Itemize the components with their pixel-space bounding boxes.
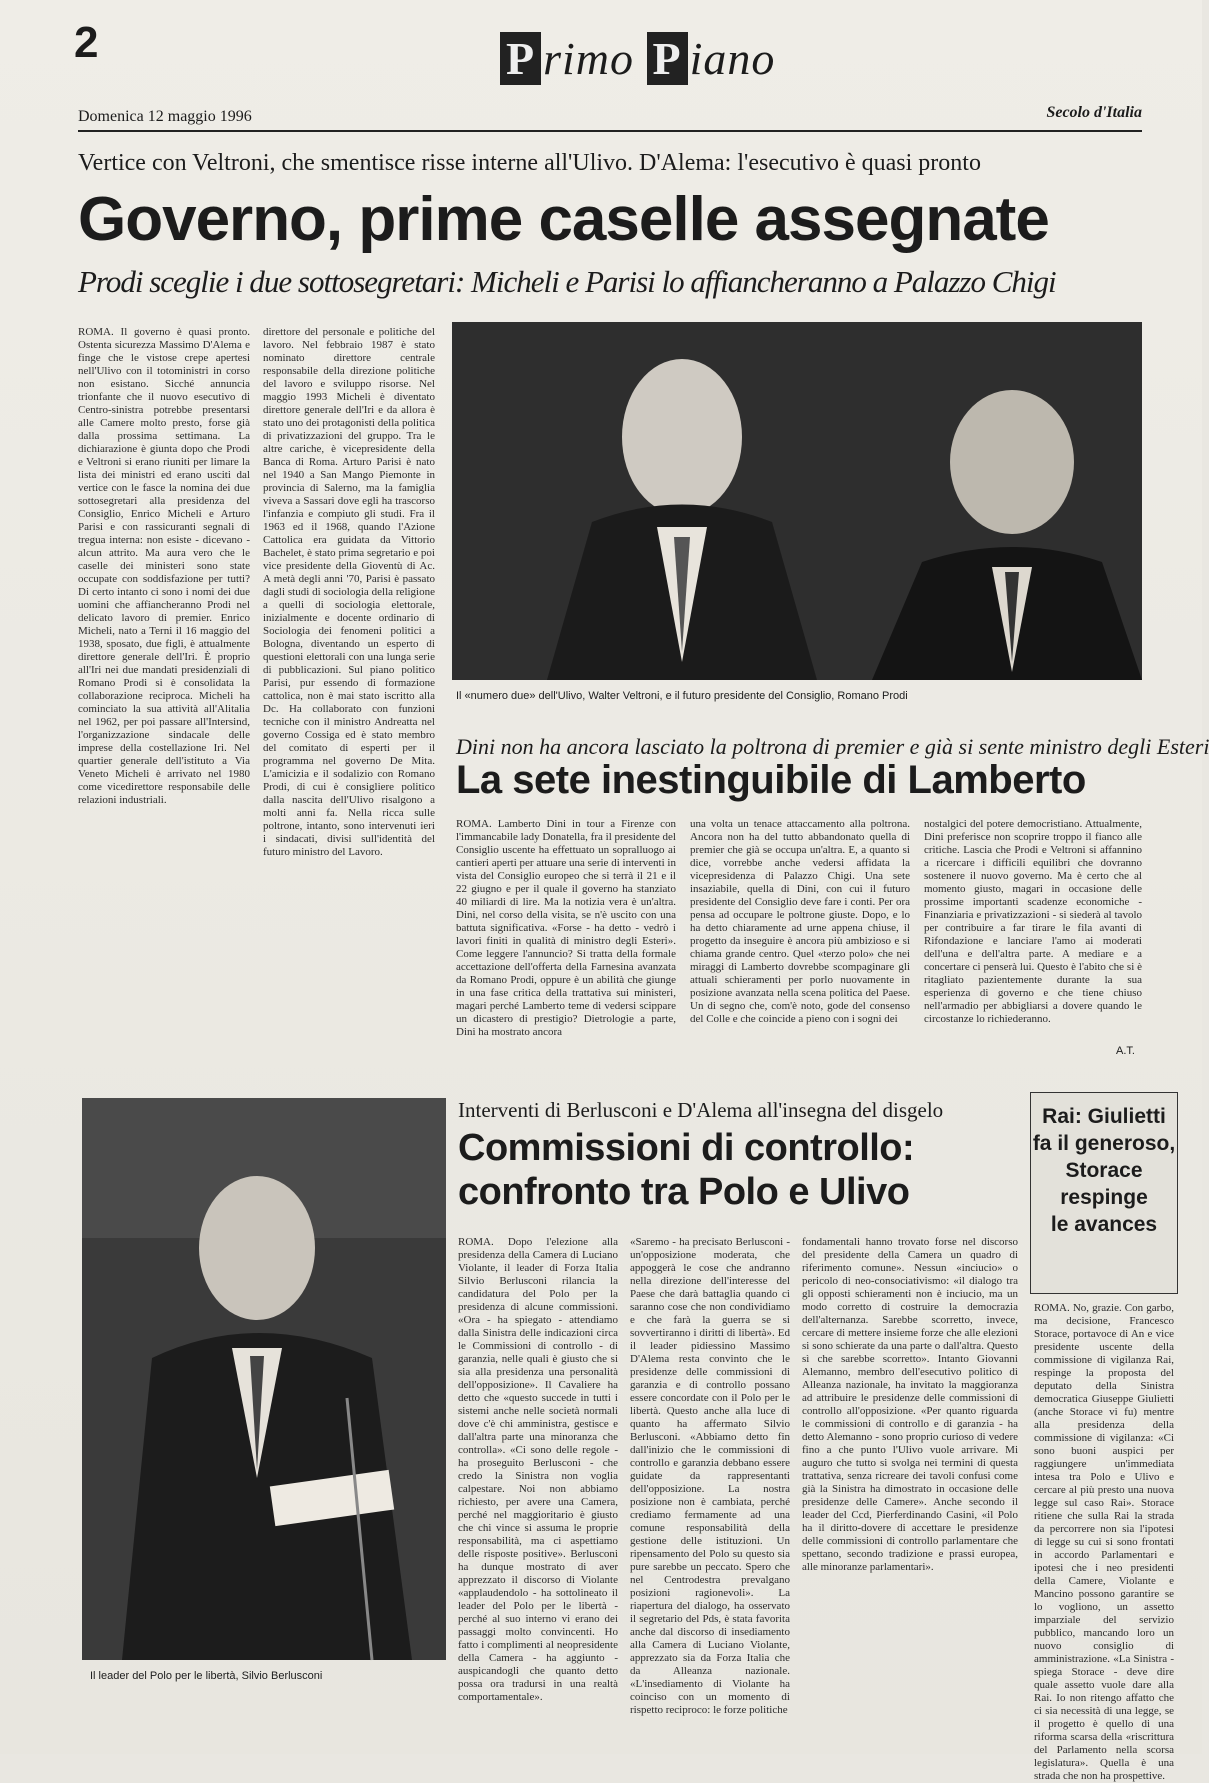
dini-signature: A.T. (1116, 1045, 1135, 1057)
rai-headline-line-2: fa il generoso, (1032, 1132, 1176, 1155)
rai-column: ROMA. No, grazie. Con garbo, ma decisione, Francesco Storace, portavoce di An e vice presidente uscente della commissione di vigilanza Rai, respinge la proposta del deputato della Sinistra democratica Giuseppe Giulietti (anche Storace vi fu) mentre alla presidenza della commissione di vigilanza: «Ci sono buoni auspici per raggiungere un'immediata intesa tra Polo e Ulivo e cercare al più presto una nuova legge sul caso Rai». Storace ritiene che sulla Rai la strada da percorrere non sia l'ipotesi di legge su cui si sono frontati in accordo Parlamentari e ipotesi che i neo presidenti della Camere, Violante e Mancino possono garantire se lo vogliono, un assetto imparziale del servizio pubblico, mancando loro un nuovo consiglio di amministrazione. «La Sinistra - spiega Storace - deve dire quale assetto vuole dare alla Rai. Io non ritengo affatto che ci sia necessità di una legge, se il progetto è quello di una riforma scarsa della «riscrittura del Parlamento nella scorsa legislatura». Quella è una strada che non ha prospettive. (1034, 1302, 1174, 1782)
commissioni-headline-line-2: confronto tra Polo e Ulivo (458, 1171, 910, 1213)
masthead: Secolo d'Italia (1046, 104, 1142, 121)
section-title-word-2: iano (689, 33, 776, 84)
commissioni-headline-line-1: Commissioni di controllo: (458, 1127, 915, 1169)
header-rule (78, 130, 1142, 132)
commissioni-column-1: ROMA. Dopo l'elezione alla presidenza della Camera di Luciano Violante, il leader di Forza Italia Silvio Berlusconi rilancia la candidatura del Polo per la presidenza di alcune commissioni. «Ora - ha spiegato - attendiamo dalla Sinistra delle indicazioni circa le Commissioni di controllo - di garanzia, nelle quali è giusto che si sia alla presidenza una personalità dell'opposizione». Il Cavaliere ha detto che «questo succede in tutti i sistemi anche nelle società normali dove c'è chi amministra, gestisce e dall'altra parte una minoranza che controlla». «Ci sono delle regole - ha proseguito Berlusconi - che credo la Sinistra non voglia calpestare. Noi non abbiamo richiesto, per avere una Camera, perché nel maggioritario è giusto che chi vince si assuma le proprie responsabilità, ma ci aspettiamo delle risposte positive». Berlusconi ha dunque mostrato di aver apprezzato il discorso di Violante «applaudendolo - ha sottolineato il leader del Polo per le libertà - perché al suo interno vi erano dei passaggi molto convincenti. Ho fatto i complimenti al neopresidente della Camera - ha aggiunto - auspicandogli che quanto detto possa ora tradursi in una realtà comportamentale». (458, 1236, 618, 1703)
berlusconi-photo-caption: Il leader del Polo per le libertà, Silvio Berlusconi (90, 1670, 323, 1682)
dini-column-3: nostalgici del potere democristiano. Attualmente, Dini preferisce non scoprire troppo il fianco alle critiche. Lascia che Prodi e Veltroni si affannino a ricercare i difficili equilibri che dovranno sostenere il nuovo governo. Ma è certo che al momento giusto, magari in occasione delle prossime importanti scadenze economiche - Finanziaria e privatizzazioni - si siederà al tavolo per contribuire a far tirare le fila avanti di Rifondazione e lanciare l'amo ai moderati dell'una e dell'altra parte. A mediare e a concertare ci penserà lui. Questo è l'abito che si è ritagliato pazientemente durante la sua esperienza di governo e che tiene chiuso nell'armadio per abbigliarsi a dovere quando le circostanze lo richiederanno. (924, 818, 1142, 1025)
photo-illustration (452, 322, 1142, 680)
rai-headline-line-3: Storace (1065, 1159, 1143, 1182)
rai-headline-line-5: le avances (1050, 1213, 1158, 1236)
section-title-cap-2: P (647, 32, 688, 85)
dini-headline: La sete inestinguibile di Lamberto (456, 758, 1086, 802)
lead-column-2: direttore del personale e politiche del lavoro. Nel febbraio 1987 è stato nominato direttore centrale responsabile della direzione politiche del lavoro e sviluppo risorse. Nel maggio 1993 Micheli è diventato direttore generale dell'Iri e da allora è stato uno dei protagonisti della politica di privatizzazioni del gruppo. Tra le altre cariche, è vicepresidente della Banca di Roma. Arturo Parisi è nato nel 1940 a San Mango Piemonte in provincia di Salerno, ma la famiglia viveva a Sassari dove egli ha trascorso l'infanzia e compiuto gli studi. Fra il 1963 ed il 1968, quando l'Azione Cattolica era guidata da Vittorio Bachelet, è stato prima segretario e poi vice presidente della Gioventù di Ac. A metà degli anni '70, Parisi è passato dagli studi di sociologia della religione a quelli di sociologia elettorale, inizialmente e docente ordinario di Sociologia dei fenomeni politici a Bologna, diventando un esperto di questioni elettorali con una lunga serie di pubblicazioni. Sul piano politico Parisi, pur essendo di formazione cattolica, non è mai stato iscritto alla Dc. Ha collaborato con funzioni tecniche con il ministro Andreatta nel governo Cossiga ed è stato membro del comitato di esperti per il programma nel governo De Mita. L'amicizia e il sodalizio con Romano Prodi, di cui è consigliere politico dalla nascita dell'Ulivo risalgono a molti anni fa. Nella ricca sulle poltrone, intanto, sono intervenuti ieri i sindacati, divisi sull'identità del futuro ministro del Lavoro. (263, 326, 435, 858)
section-title-cap-1: P (500, 32, 541, 85)
section-title (500, 32, 775, 85)
dini-column-1: ROMA. Lamberto Dini in tour a Firenze con l'immancabile lady Donatella, fra il presidente del Consiglio uscente ha effettuato un sopralluogo ai cantieri aperti per attuare una serie di interventi in vista del Consiglio europeo che si terrà il 21 e il 22 giugno e per il quale il governo ha stanziato 40 miliardi di lire. Ma la notizia vera è un'altra. Dini, nel corso della visita, se n'è uscito con una battuta significativa. «Forse - ha detto - vedrò i lavori finiti in qualità di ministro degli Esteri». Come leggere l'annuncio? Si tratta della formale accettazione dell'offerta della Farnesina avanzata da Romano Prodi, oppure è un abilità che giunge in una fase critica della trattativa sui ministeri, magari perché Lamberto teme di vedersi scippare un dicastero di prestigio? Dietrologie a parte, Dini ha mostrato ancora (456, 818, 676, 1038)
dini-column-2: una volta un tenace attaccamento alla poltrona. Ancora non ha del tutto abbandonato quella di premier che già se occupa un'altra. E, a quanto si dice, vorrebbe anche vedersi affidata la vicepresidenza di Palazzo Chigi. Una sete insaziabile, quella di Dini, con cui il futuro presidente del Consiglio deve fare i conti. Per ora pensa ad occupare le poltrone giuste. Dopo, e lo ha detto chiaramente ad urne appena chiuse, il progetto da inseguire è ancora più ambizioso e si chiama grande centro. Quel «terzo polo» che nei miraggi di Lamberto dovrebbe scompaginare gli attuali schieramenti per porlo nuovamente in posizione avanzata nella scena politica del Paese. Un di segno che, com'è noto, gode del consenso del Colle e che coincide a pieno con i sogni dei (690, 818, 910, 1025)
berlusconi-photo (82, 1098, 446, 1660)
section-title-word-1: rimo (543, 33, 635, 84)
dini-kicker: Dini non ha ancora lasciato la poltrona di premier e già si sente ministro degli Esteri (456, 734, 1209, 759)
rai-headline-box (1030, 1092, 1178, 1294)
commissioni-column-2: «Saremo - ha precisato Berlusconi - un'opposizione moderata, che appoggerà le cose che andranno nella direzione dell'interesse del Paese che darà battaglia quando ci saranno cose che non condividiamo e che farà la guerra se si sovvertiranno i diritti di libertà». Ed il leader pidiessino Massimo D'Alema resta convinto che le presidenze delle commissioni di garanzia e di controllo possano essere concordate con il Polo per le libertà. Questo anche alla luce di quanto ha affermato Silvio Berlusconi. «Abbiamo detto fin dall'inizio che le commissioni di controllo e garanzia debbano essere guidate da rappresentanti dell'opposizione. La nostra posizione non è cambiata, perché crediamo fermamente ad una comune responsabilità della gestione delle istituzioni. Un ripensamento del Polo su questo sia pure sarebbe un peccato. Spero che nel Centrodestra prevalgano posizioni ragionevoli». La riapertura del dialogo, ha osservato il segretario del Pds, è stata favorita anche dal discorso di insediamento alla Camera di Luciano Violante, apprezzato sia da Forza Italia che da Alleanza nazionale. «L'insediamento di Violante ha coinciso con un momento di rispetto reciproco: le forze politiche (630, 1236, 790, 1716)
rai-headline (1031, 1093, 1177, 1238)
photo-illustration (82, 1098, 446, 1660)
commissioni-column-3: fondamentali hanno trovato forse nel discorso del presidente della Camera un quadro di riferimento comune». Nessun «inciucio» o pericolo di neo-consociativismo: «il dialogo tra gli opposti schieramenti non è inciucio, ma un modo corretto di costruire la democrazia dell'alternanza. Sarebbe scorretto, invece, cercare di mettere insieme forze che alle elezioni si sono schierate da una parte o dall'altra. Questo sì che sarebbe scorretto». Intanto Giovanni Alemanno, membro dell'esecutivo politico di Alleanza nazionale, ha invitato la maggioranza ad attribuire le presidenze delle commissioni di controllo all'opposizione. «Per quanto riguarda le commissioni di controllo e di garanzia - ha detto Alemanno - sono proprio curioso di vedere fino a che punto l'Ulivo vuole arrivare. Mi auguro che tutto si svolga nei termini di questa trattativa, senza ricreare dei tavoli confusi come già la Sinistra ha dimostrato in occasione delle presidenze delle Camere». Anche secondo il leader del Ccd, Pierferdinando Casini, «il Polo ha il diritto-dovere di accettare le presidenze delle commissioni di controllo parlamentare che spettano, secondo tradizione e prassi europea, alle minoranze parlamentari». (802, 1236, 1018, 1573)
rai-headline-line-1: Rai: Giulietti (1042, 1105, 1166, 1128)
veltroni-prodi-photo (452, 322, 1142, 680)
commissioni-headline (458, 1126, 1018, 1214)
lead-subhead: Prodi sceglie i due sottosegretari: Micheli e Parisi lo affiancheranno a Palazzo Chigi (78, 264, 1056, 299)
veltroni-photo-caption: Il «numero due» dell'Ulivo, Walter Veltroni, e il futuro presidente del Consiglio, Romano Prodi (456, 690, 908, 702)
lead-kicker: Vertice con Veltroni, che smentisce risse interne all'Ulivo. D'Alema: l'esecutivo è quasi pronto (78, 150, 981, 176)
rai-headline-line-4: respinge (1060, 1186, 1148, 1209)
page-number: 2 (74, 18, 99, 67)
commissioni-kicker: Interventi di Berlusconi e D'Alema all'insegna del disgelo (458, 1098, 944, 1122)
lead-headline: Governo, prime caselle assegnate (78, 185, 1049, 254)
lead-column-1: ROMA. Il governo è quasi pronto. Ostenta sicurezza Massimo D'Alema e finge che le vistose crepe apertesi nell'Ulivo con il totoministri in corso non esistano. Sicché annuncia trionfante che il nuovo esecutivo di Centro-sinistra potrebbe presentarsi alle Camere molto presto, forse già dalla prossima settimana. La dichiarazione è giunta dopo che Prodi e Veltroni si erano riuniti per limare la lista dei ministri ed erano usciti dal vertice con le fasce la nomina dei due sottosegretari alla presidenza del Consiglio, Enrico Micheli e Arturo Parisi e con rassicuranti segnali di tregua interna: non esiste - dicevano - alcun attrito. Ma aura vero che le caselle dei ministeri sono state occupate con soddisfazione per tutti? Di certo intanto ci sono i nomi dei due uomini che affiancheranno Prodi nel delicato lavoro di premier. Enrico Micheli, nato a Terni il 16 maggio del 1938, sposato, due figli, è attualmente direttore generale dell'Iri. È proprio all'Iri nei due mandati presidenziali di Romano Prodi si è consolidata la collaborazione reciproca. Micheli ha cominciato la sua attività all'Alitalia nel 1962, per poi passare all'Intersind, l'organizzazione sindacale delle imprese della costellazione Iri. Nel quartier generale dell'istituto a Via Veneto Micheli è arrivato nel 1980 come vicedirettore responsabile delle relazioni industriali. (78, 326, 250, 806)
dateline: Domenica 12 maggio 1996 (78, 108, 252, 125)
